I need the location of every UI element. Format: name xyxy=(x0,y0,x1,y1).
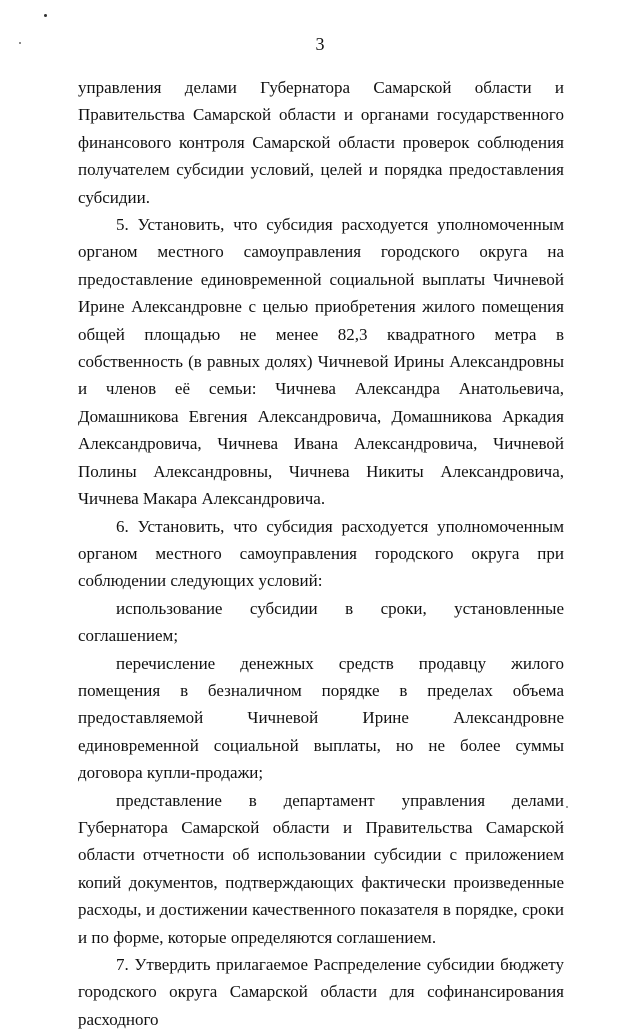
scan-speck xyxy=(566,806,568,808)
scan-speck xyxy=(44,14,47,17)
condition-payment-transfer: перечисление денежных средств продавцу жилого помещения в безналичном порядке в пределах объема предоставляемой Чичневой Ирине Александровне единовременной социальной выплаты, но не более суммы договора купли-продажи; xyxy=(78,653,564,783)
condition-usage-terms: использование субсидии в сроки, установленные соглашением; xyxy=(78,598,564,646)
paragraph-item-7: 7. Утвердить прилагаемое Распределение субсидии бюджету городского округа Самарской области для софинансирования расходного xyxy=(78,955,564,1029)
paragraph-continuation: управления делами Губернатора Самарской области и Правительства Самарской области и органами государственного финансового контроля Самарской области проверок соблюдения получателем субсидии условий, целей и порядка предоставления субсидии. xyxy=(78,78,564,207)
condition-reporting: представление в департамент управления делами Губернатора Самарской области и Правительства Самарской области отчетности об использовании субсидии с приложением копий документов, подтверждающих фактически произведенные расходы, и достижении качественного показателя в порядке, сроки и по форме, которые определяются соглашением. xyxy=(78,790,564,947)
page-number: 3 xyxy=(315,34,325,54)
document-body xyxy=(78,74,564,1033)
paragraph-item-5: 5. Установить, что субсидия расходуется уполномоченным органом местного самоуправления городского округа на предоставление единовременной социальной выплаты Чичневой Ирине Александровне с целью приобретения жилого помещения общей площадью не менее 82,3 квадратного метра в собственность (в равных долях) Чичневой Ирины Александровны и членов её семьи: Чичнева Александра Анатольевича, Домашникова Евгения Александровича, Домашникова Аркадия Александровича, Чичнева Ивана Александровича, Чичневой Полины Александровны, Чичнева Никиты Александровича, Чичнева Макара Александровича. xyxy=(78,215,564,509)
paragraph-item-6: 6. Установить, что субсидия расходуется уполномоченным органом местного самоуправления городского округа при соблюдении следующих условий: xyxy=(78,516,564,591)
